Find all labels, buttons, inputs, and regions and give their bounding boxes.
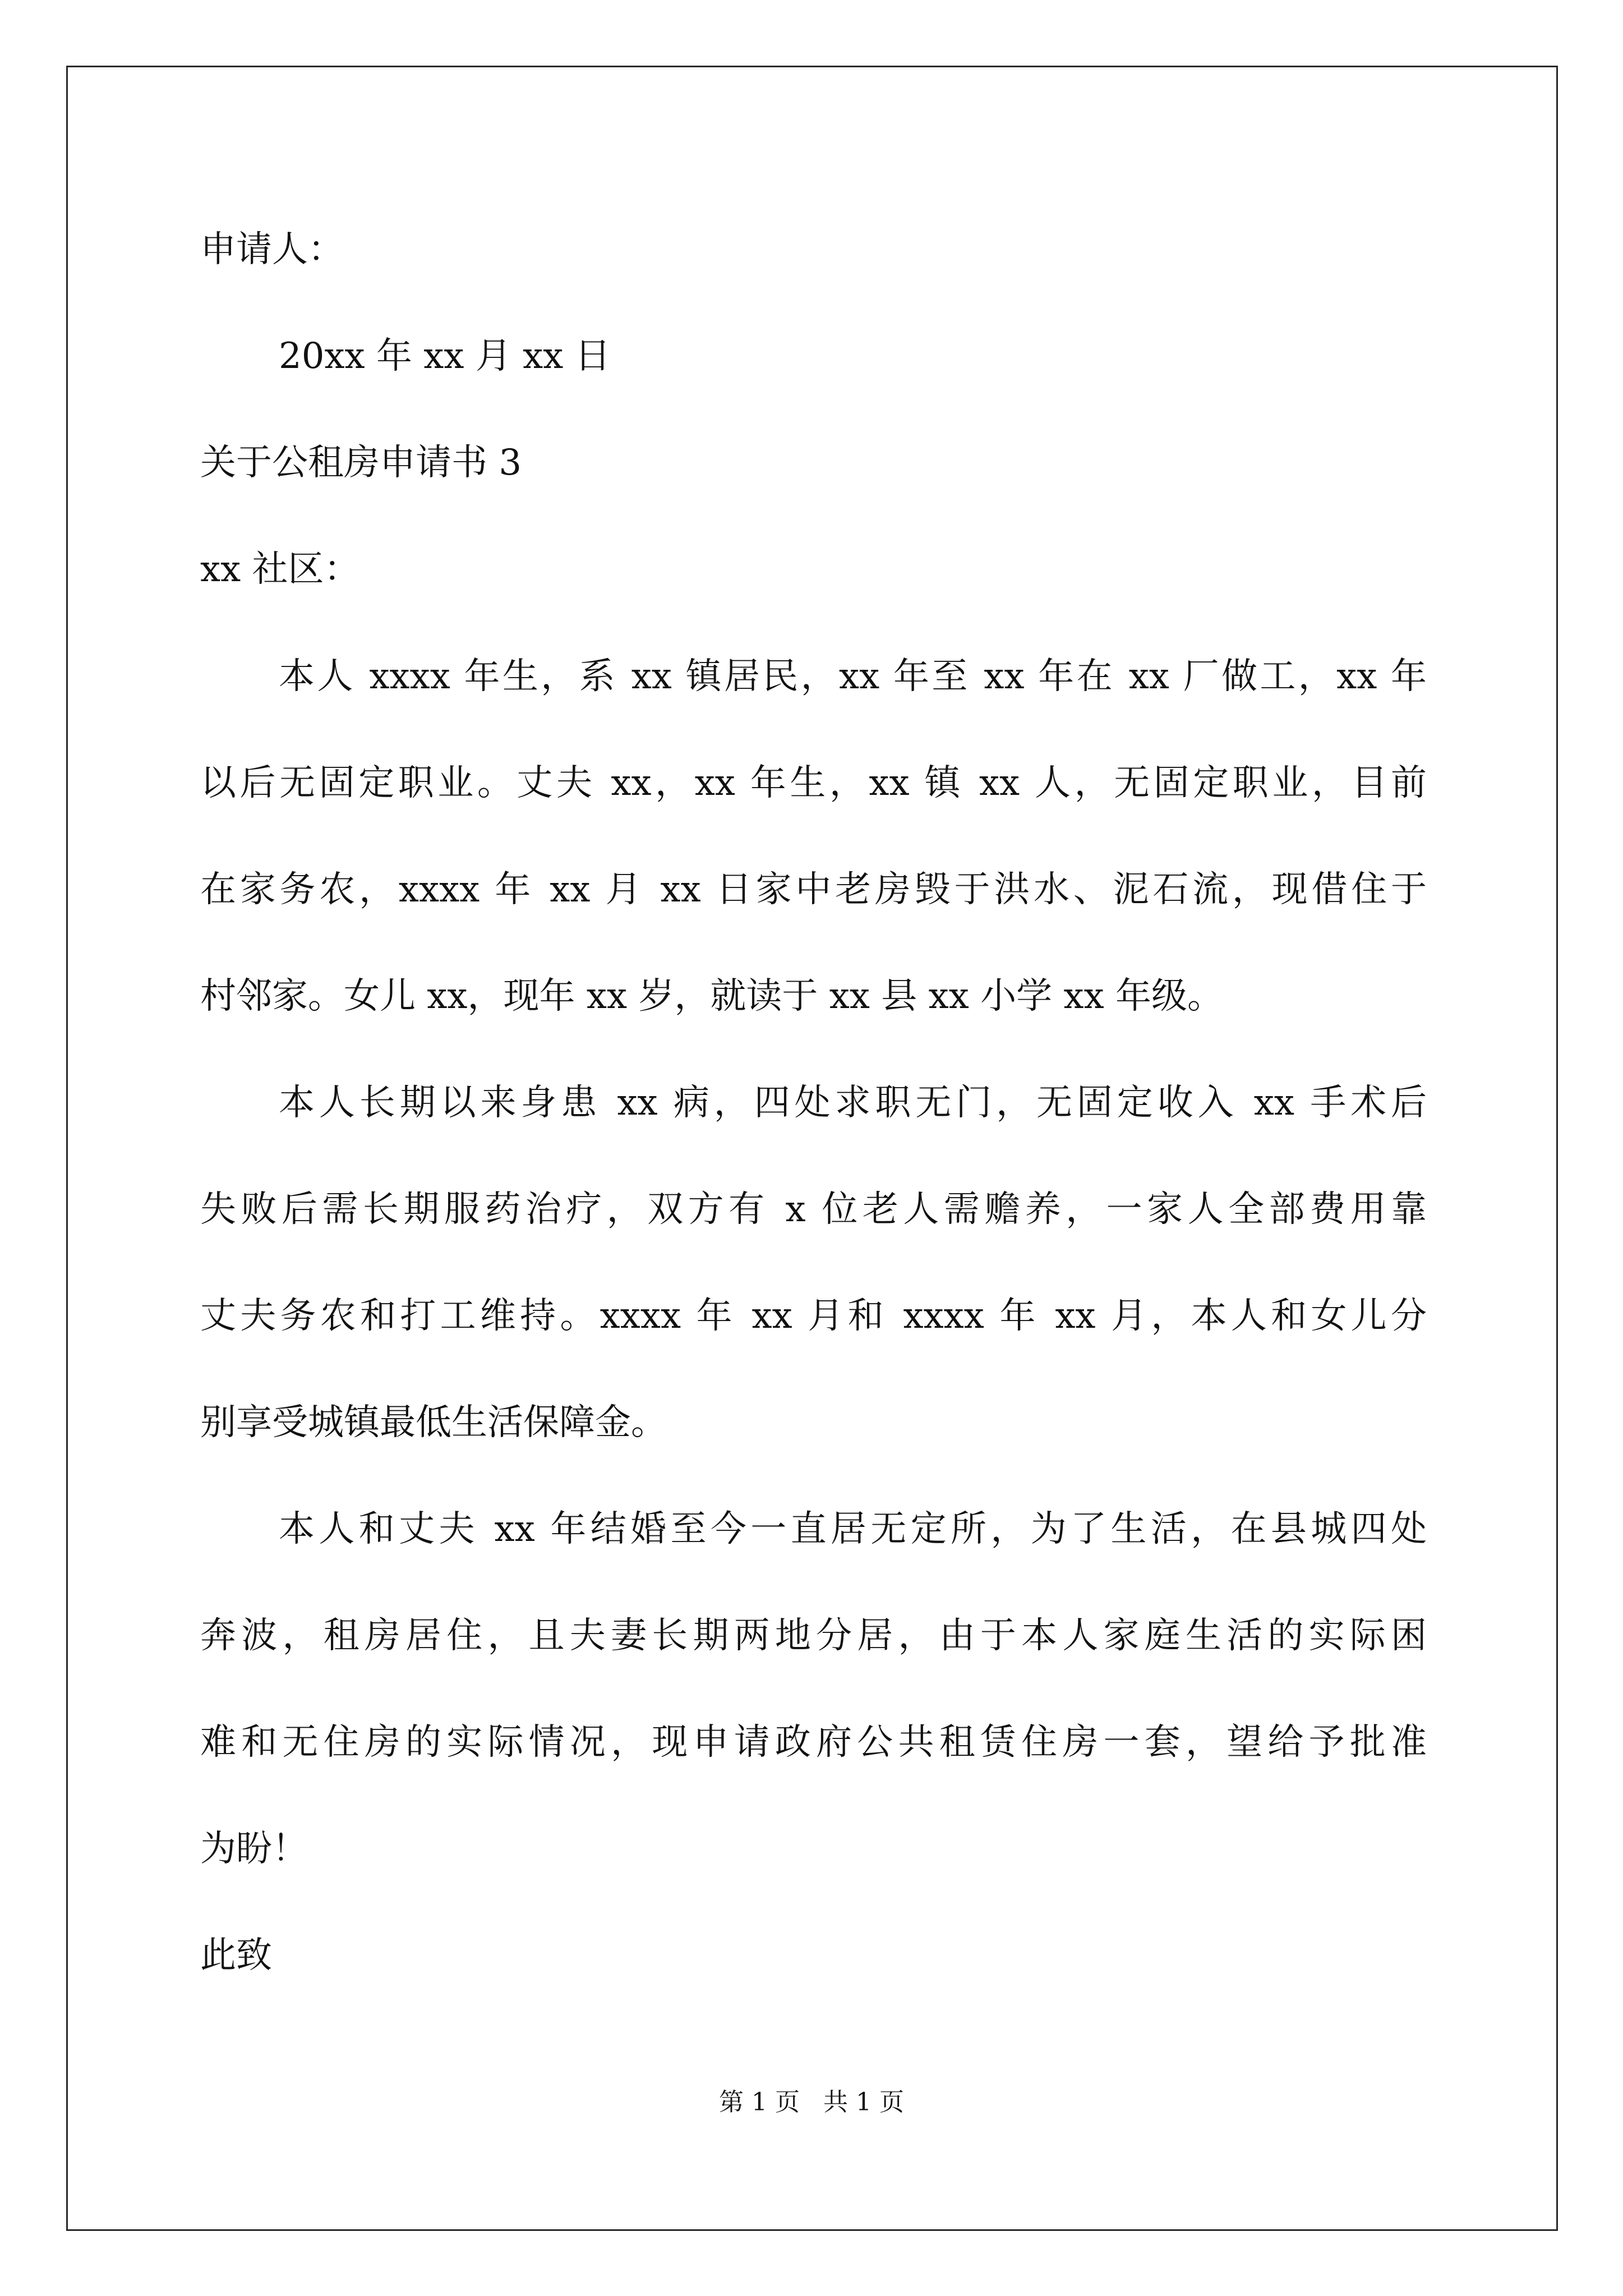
paragraph-2-line-4: 别享受城镇最低生活保障金。 bbox=[200, 1402, 667, 1443]
paragraph-1-line-4: 村邻家。女儿 xx，现年 xx 岁，就读于 xx 县 xx 小学 xx 年级。 bbox=[200, 976, 1224, 1017]
paragraph-3-line-2: 奔波，租房居住，且夫妻长期两地分居，由于本人家庭生活的实际困 bbox=[200, 1615, 1427, 1657]
applicant-label: 申请人： bbox=[200, 229, 344, 270]
paragraph-1-line-2: 以后无固定职业。丈夫 xx，xx 年生，xx 镇 xx 人，无固定职业，目前 bbox=[200, 762, 1427, 804]
date-line: 20xx 年 xx 月 xx 日 bbox=[279, 335, 611, 377]
paragraph-1-line-1: 本人 xxxx 年生，系 xx 镇居民，xx 年至 xx 年在 xx 厂做工，xx 年 bbox=[279, 656, 1427, 697]
paragraph-2-line-2: 失败后需长期服药治疗，双方有 x 位老人需赡养，一家人全部费用靠 bbox=[200, 1189, 1427, 1230]
page-number-footer: 第 1 页 共 1 页 bbox=[719, 2088, 904, 2116]
document-title: 关于公租房申请书 3 bbox=[200, 442, 522, 484]
paragraph-2-line-3: 丈夫务农和打工维持。xxxx 年 xx 月和 xxxx 年 xx 月，本人和女儿分 bbox=[200, 1295, 1427, 1337]
paragraph-3-line-4: 为盼！ bbox=[200, 1828, 308, 1870]
recipient-line: xx 社区： bbox=[200, 549, 360, 590]
paragraph-1-line-3: 在家务农，xxxx 年 xx 月 xx 日家中老房毁于洪水、泥石流，现借住于 bbox=[200, 869, 1427, 910]
closing-salutation: 此致 bbox=[200, 1935, 272, 1976]
paragraph-3-line-3: 难和无住房的实际情况，现申请政府公共租赁住房一套，望给予批准 bbox=[200, 1722, 1427, 1763]
page-border bbox=[66, 66, 1558, 2231]
paragraph-2-line-1: 本人长期以来身患 xx 病，四处求职无门，无固定收入 xx 手术后 bbox=[279, 1082, 1427, 1124]
paragraph-3-line-1: 本人和丈夫 xx 年结婚至今一直居无定所，为了生活，在县城四处 bbox=[279, 1508, 1427, 1550]
